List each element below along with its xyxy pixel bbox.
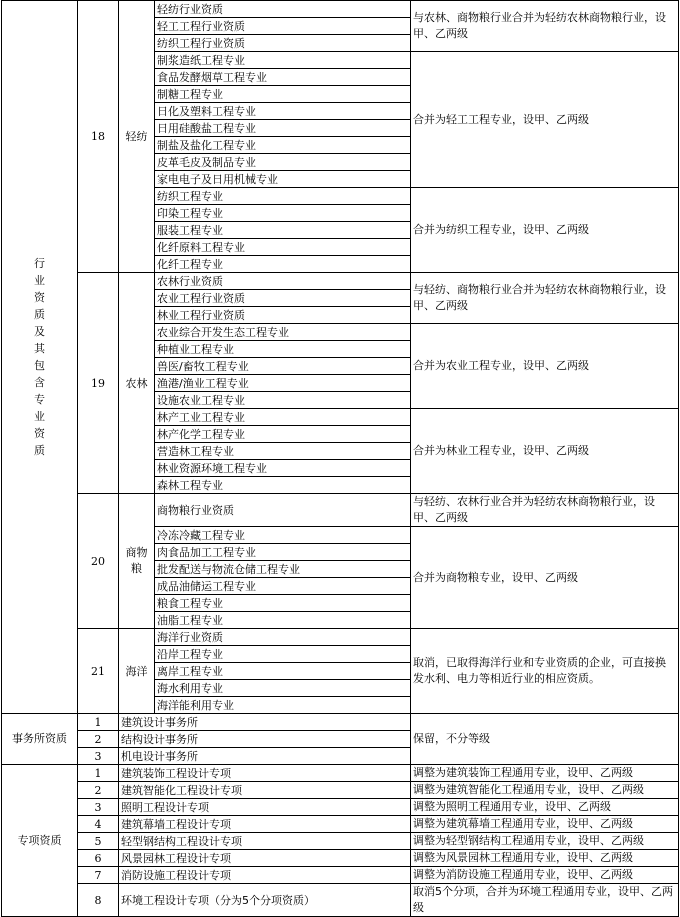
group-category — [119, 494, 155, 629]
row-number: 2 — [78, 782, 119, 799]
group-number: 18 — [78, 1, 119, 273]
qualification-item: 皮革毛皮及制品专业 — [155, 154, 411, 171]
change-note: 调整为风景园林工程通用专业，设甲、乙两级 — [411, 850, 679, 867]
change-note: 与轻纺、农林行业合并为轻纺农林商物粮行业，设甲、乙两级 — [411, 494, 679, 527]
change-note: 合并为林业工程专业，设甲、乙两级 — [411, 409, 679, 494]
qualification-item: 设施农业工程专业 — [155, 392, 411, 409]
qualification-item: 林产化学工程专业 — [155, 426, 411, 443]
qualification-item: 制糖工程专业 — [155, 86, 411, 103]
change-note: 与农林、商物粮行业合并为轻纺农林商物粮行业，设甲、乙两级 — [411, 1, 679, 52]
table-row — [2, 1, 679, 18]
qualification-item: 林产工业工程专业 — [155, 409, 411, 426]
group-category — [119, 629, 155, 714]
qualification-item: 海洋行业资质 — [155, 629, 411, 646]
row-number: 7 — [78, 867, 119, 884]
row-number: 6 — [78, 850, 119, 867]
qualification-item: 纺织工程行业资质 — [155, 35, 411, 52]
qualification-item: 服装工程专业 — [155, 222, 411, 239]
qualification-item: 冷冻冷藏工程专业 — [155, 527, 411, 544]
change-note: 与轻纺、商物粮行业合并为轻纺农林商物粮行业，设甲、乙两级 — [411, 273, 679, 324]
qualification-item: 批发配送与物流仓储工程专业 — [155, 561, 411, 578]
qualification-item: 建筑设计事务所 — [119, 714, 411, 731]
qualification-item: 化纤原料工程专业 — [155, 239, 411, 256]
qualification-item: 轻工工程行业资质 — [155, 18, 411, 35]
group-category-label: 轻纺 — [125, 130, 148, 143]
group-number: 19 — [78, 273, 119, 494]
qualification-table — [1, 0, 679, 917]
qualification-item: 风景园林工程设计专项 — [119, 850, 411, 867]
qualification-item: 环境工程设计专项（分为5个分项资质） — [119, 884, 411, 917]
qualification-item: 海洋能利用专业 — [155, 697, 411, 714]
qualification-item: 日化及塑料工程专业 — [155, 103, 411, 120]
qualification-item: 建筑智能化工程设计专项 — [119, 782, 411, 799]
qualification-item: 轻纺行业资质 — [155, 1, 411, 18]
qualification-item: 农业综合开发生态工程专业 — [155, 324, 411, 341]
table-row — [2, 494, 679, 527]
group-number: 21 — [78, 629, 119, 714]
qualification-item: 森林工程专业 — [155, 477, 411, 494]
qualification-item: 商物粮行业资质 — [155, 494, 411, 527]
row-number: 3 — [78, 748, 119, 765]
qualification-item: 农业工程行业资质 — [155, 290, 411, 307]
table-body — [2, 1, 679, 917]
qualification-item: 种植业工程专业 — [155, 341, 411, 358]
qualification-item: 轻型钢结构工程设计专项 — [119, 833, 411, 850]
table-row — [2, 867, 679, 884]
row-number: 2 — [78, 731, 119, 748]
section-industry-label: 行业资质及其包含专业资质 — [34, 257, 45, 457]
table-row — [2, 884, 679, 917]
qualification-item: 制盐及盐化工程专业 — [155, 137, 411, 154]
qualification-item: 成品油储运工程专业 — [155, 578, 411, 595]
table-row — [2, 273, 679, 290]
qualification-item: 油脂工程专业 — [155, 612, 411, 629]
qualification-item: 海水利用专业 — [155, 680, 411, 697]
qualification-item: 消防设施工程设计专项 — [119, 867, 411, 884]
row-number: 4 — [78, 816, 119, 833]
qualification-item: 肉食品加工工程专业 — [155, 544, 411, 561]
qualification-item: 照明工程设计专项 — [119, 799, 411, 816]
group-number: 20 — [78, 494, 119, 629]
qualification-item: 渔港/渔业工程专业 — [155, 375, 411, 392]
change-note: 合并为纺织工程专业，设甲、乙两级 — [411, 188, 679, 273]
qualification-item: 离岸工程专业 — [155, 663, 411, 680]
qualification-item: 沿岸工程专业 — [155, 646, 411, 663]
change-note: 合并为农业工程专业，设甲、乙两级 — [411, 324, 679, 409]
row-number: 3 — [78, 799, 119, 816]
section-industry — [2, 1, 78, 714]
qualification-item: 食品发酵烟草工程专业 — [155, 69, 411, 86]
table-row — [2, 629, 679, 646]
change-note: 合并为商物粮专业，设甲、乙两级 — [411, 527, 679, 629]
change-note: 调整为消防设施工程通用专业，设甲、乙两级 — [411, 867, 679, 884]
group-category-label: 海洋 — [125, 664, 148, 678]
qualification-item: 营造林工程专业 — [155, 443, 411, 460]
change-note: 调整为建筑装饰工程通用专业，设甲、乙两级 — [411, 765, 679, 782]
change-note: 调整为照明工程通用专业，设甲、乙两级 — [411, 799, 679, 816]
section-firm: 事务所资质 — [2, 714, 78, 765]
row-number: 1 — [78, 765, 119, 782]
table-row — [2, 833, 679, 850]
group-category-label: 商物粮 — [125, 546, 148, 575]
table-row — [2, 714, 679, 731]
row-number: 5 — [78, 833, 119, 850]
group-category — [119, 273, 155, 494]
qualification-item: 机电设计事务所 — [119, 748, 411, 765]
row-number: 8 — [78, 884, 119, 917]
change-note: 调整为轻型钢结构工程通用专业，设甲、乙两级 — [411, 833, 679, 850]
qualification-item: 纺织工程专业 — [155, 188, 411, 205]
change-note: 保留，不分等级 — [411, 714, 679, 765]
group-category — [119, 1, 155, 273]
row-number: 1 — [78, 714, 119, 731]
change-note: 取消，已取得海洋行业和专业资质的企业，可直接换发水利、电力等相近行业的相应资质。 — [411, 629, 679, 714]
qualification-item: 结构设计事务所 — [119, 731, 411, 748]
qualification-item: 化纤工程专业 — [155, 256, 411, 273]
table-row — [2, 850, 679, 867]
qualification-item: 印染工程专业 — [155, 205, 411, 222]
qualification-item: 林业工程行业资质 — [155, 307, 411, 324]
qualification-item: 农林行业资质 — [155, 273, 411, 290]
table-row — [2, 782, 679, 799]
qualification-item: 建筑装饰工程设计专项 — [119, 765, 411, 782]
table-row — [2, 765, 679, 782]
qualification-item: 粮食工程专业 — [155, 595, 411, 612]
table-row — [2, 816, 679, 833]
change-note: 合并为轻工工程专业，设甲、乙两级 — [411, 52, 679, 188]
table-row — [2, 799, 679, 816]
change-note: 取消5个分项，合并为环境工程通用专业，设甲、乙两级 — [411, 884, 679, 917]
qualification-item: 家电电子及日用机械专业 — [155, 171, 411, 188]
change-note: 调整为建筑幕墙工程通用专业，设甲、乙两级 — [411, 816, 679, 833]
qualification-item: 兽医/畜牧工程专业 — [155, 358, 411, 375]
qualification-item: 林业资源环境工程专业 — [155, 460, 411, 477]
change-note: 调整为建筑智能化工程通用专业，设甲、乙两级 — [411, 782, 679, 799]
section-special: 专项资质 — [2, 765, 78, 917]
qualification-item: 建筑幕墙工程设计专项 — [119, 816, 411, 833]
qualification-item: 制浆造纸工程专业 — [155, 52, 411, 69]
group-category-label: 农林 — [125, 376, 148, 390]
qualification-item: 日用硅酸盐工程专业 — [155, 120, 411, 137]
